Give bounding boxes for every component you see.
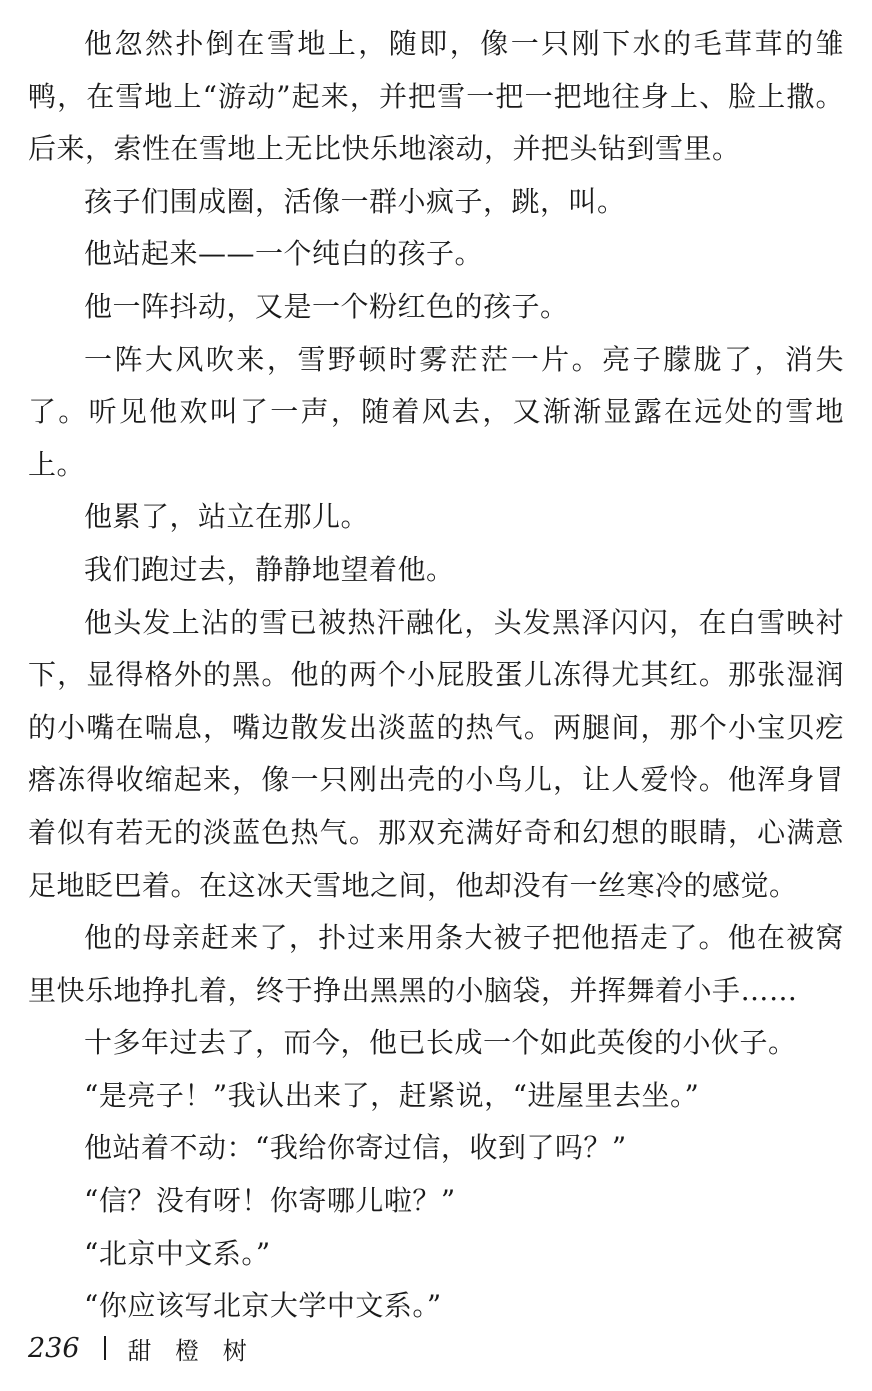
paragraph: 他忽然扑倒在雪地上，随即，像一只刚下水的毛茸茸的雏鸭，在雪地上“游动”起来，并把雪一把一把地往身上、脸上撒。后来，索性在雪地上无比快乐地滚动，并把头钻到雪里。	[28, 27, 844, 166]
paragraph: 他站着不动：“我给你寄过信，收到了吗？”	[84, 1131, 627, 1165]
paragraph: 他头发上沾的雪已被热汗融化，头发黑泽闪闪，在白雪映衬下，显得格外的黑。他的两个小屁股蛋儿冻得尤其红。那张湿润的小嘴在喘息，嘴边散发出淡蓝的热气。两腿间，那个小宝贝疙瘩冻得收缩起来，像一只刚出壳的小鸟儿，让人爱怜。他浑身冒着似有若无的淡蓝色热气。那双充满好奇和幻想的眼睛，心满意足地眨巴着。在这冰天雪地之间，他却没有一丝寒冷的感觉。	[28, 605, 844, 902]
paragraph: “你应该写北京大学中文系。”	[84, 1289, 442, 1323]
footer-divider	[104, 1336, 106, 1360]
paragraph: 他的母亲赶来了，扑过来用条大被子把他捂走了。他在被窝里快乐地挣扎着，终于挣出黑黑的小脑袋，并挥舞着小手……	[28, 921, 844, 1007]
paragraph: “北京中文系。”	[84, 1236, 271, 1270]
paragraph: 他一阵抖动，又是一个粉红色的孩子。	[84, 289, 569, 323]
page-footer	[28, 1328, 255, 1368]
paragraph: 一阵大风吹来，雪野顿时雾茫茫一片。亮子朦胧了，消失了。听见他欢叫了一声，随着风去，又渐渐显露在远处的雪地上。	[28, 342, 844, 481]
paragraph: 我们跑过去，静静地望着他。	[84, 552, 455, 586]
body-text	[28, 18, 844, 1333]
paragraph: “信？没有呀！你寄哪儿啦？”	[84, 1184, 456, 1218]
paragraph: 他累了，站立在那儿。	[84, 500, 370, 534]
paragraph: 他站起来——一个纯白的孩子。	[84, 237, 484, 271]
running-title: 甜 橙 树	[127, 1336, 255, 1365]
paragraph: “是亮子！”我认出来了，赶紧说，“进屋里去坐。”	[84, 1078, 700, 1112]
page-number: 236	[28, 1332, 80, 1364]
paragraph: 孩子们围成圈，活像一群小疯子，跳，叫。	[84, 184, 626, 218]
paragraph: 十多年过去了，而今，他已长成一个如此英俊的小伙子。	[84, 1026, 797, 1060]
